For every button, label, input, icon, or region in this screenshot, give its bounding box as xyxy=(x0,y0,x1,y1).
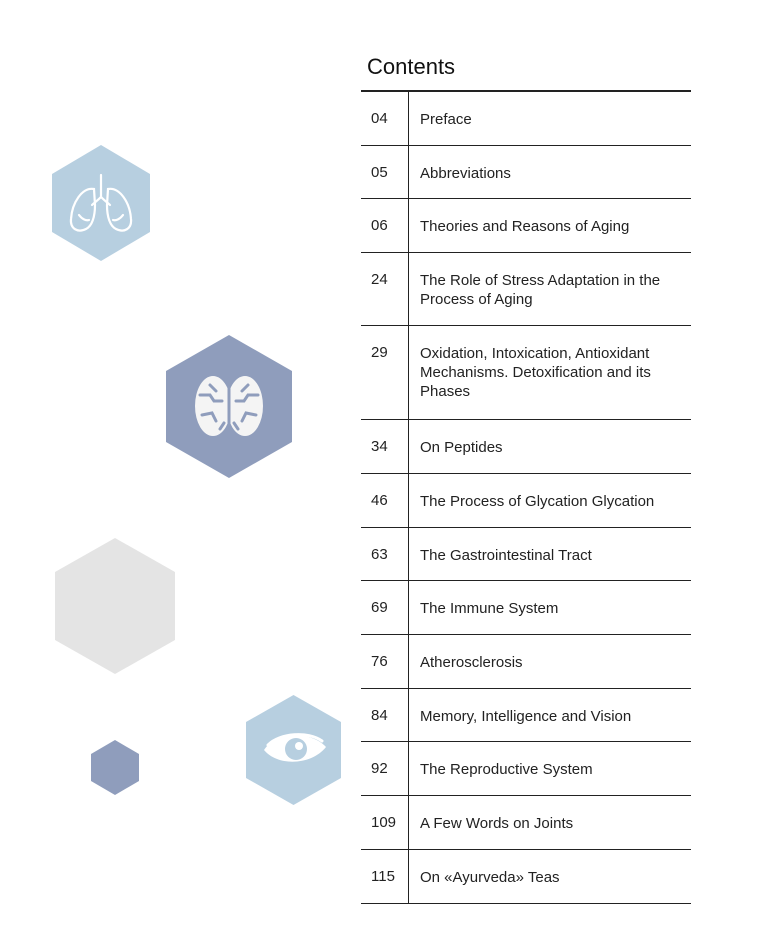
toc-page-number: 115 xyxy=(361,850,409,903)
toc-entry-title: The Role of Stress Adaptation in the Process of Aging xyxy=(420,272,661,308)
toc-entry[interactable] xyxy=(361,850,691,904)
toc-entry-title: Oxidation, Intoxication, Antioxidant Mechanisms. Detoxification and its Phases xyxy=(420,345,651,400)
toc-entry[interactable] xyxy=(361,742,691,796)
toc-entry-title: The Reproductive System xyxy=(420,761,593,778)
toc-entry[interactable] xyxy=(361,635,691,689)
toc-entry-title: On «Ayurveda» Teas xyxy=(420,869,560,886)
toc-entry-title: The Process of Glycation Glycation xyxy=(420,493,655,510)
toc-page-number: 84 xyxy=(361,689,409,741)
toc-entry-title: The Gastrointestinal Tract xyxy=(420,547,592,564)
toc-entry[interactable] xyxy=(361,92,691,146)
toc-entry[interactable] xyxy=(361,689,691,742)
toc-page-number: 46 xyxy=(361,474,409,527)
toc-entry[interactable] xyxy=(361,420,691,474)
toc-entry[interactable] xyxy=(361,326,691,420)
toc-entry-title: Preface xyxy=(420,111,472,128)
toc-entry-title: A Few Words on Joints xyxy=(420,815,574,832)
toc-entry-title: The Immune System xyxy=(420,600,559,617)
brain-icon xyxy=(195,376,263,437)
toc-page-number: 109 xyxy=(361,796,409,849)
toc-entry[interactable] xyxy=(361,528,691,581)
toc-entry[interactable] xyxy=(361,474,691,528)
toc-entry-title: Abbreviations xyxy=(420,165,511,182)
eye-hexagon xyxy=(246,695,341,805)
toc-entry[interactable] xyxy=(361,796,691,850)
toc-entry[interactable] xyxy=(361,253,691,326)
toc-page-number: 06 xyxy=(361,199,409,252)
toc-entry-title: Theories and Reasons of Aging xyxy=(420,218,630,235)
toc-page-number: 92 xyxy=(361,742,409,795)
toc-page-number: 69 xyxy=(361,581,409,634)
toc-page-number: 34 xyxy=(361,420,409,473)
toc-list xyxy=(361,92,691,904)
brain-hexagon xyxy=(166,335,292,478)
toc-page-number: 63 xyxy=(361,528,409,580)
toc-entry[interactable] xyxy=(361,581,691,635)
toc-page-number: 76 xyxy=(361,635,409,688)
small-hexagon xyxy=(91,740,139,795)
toc-page-number: 24 xyxy=(361,253,409,325)
toc-entry[interactable] xyxy=(361,146,691,199)
toc-entry-title: On Peptides xyxy=(420,439,503,456)
blank-hexagon xyxy=(55,538,175,674)
toc-page-number: 05 xyxy=(361,146,409,198)
toc-entry-title: Atherosclerosis xyxy=(420,654,523,671)
toc-entry[interactable] xyxy=(361,199,691,253)
page-title: Contents xyxy=(367,54,456,79)
toc-page-number: 29 xyxy=(361,326,409,419)
lungs-hexagon xyxy=(52,145,150,261)
toc-entry-title: Memory, Intelligence and Vision xyxy=(420,708,632,725)
toc-page-number: 04 xyxy=(361,92,409,145)
